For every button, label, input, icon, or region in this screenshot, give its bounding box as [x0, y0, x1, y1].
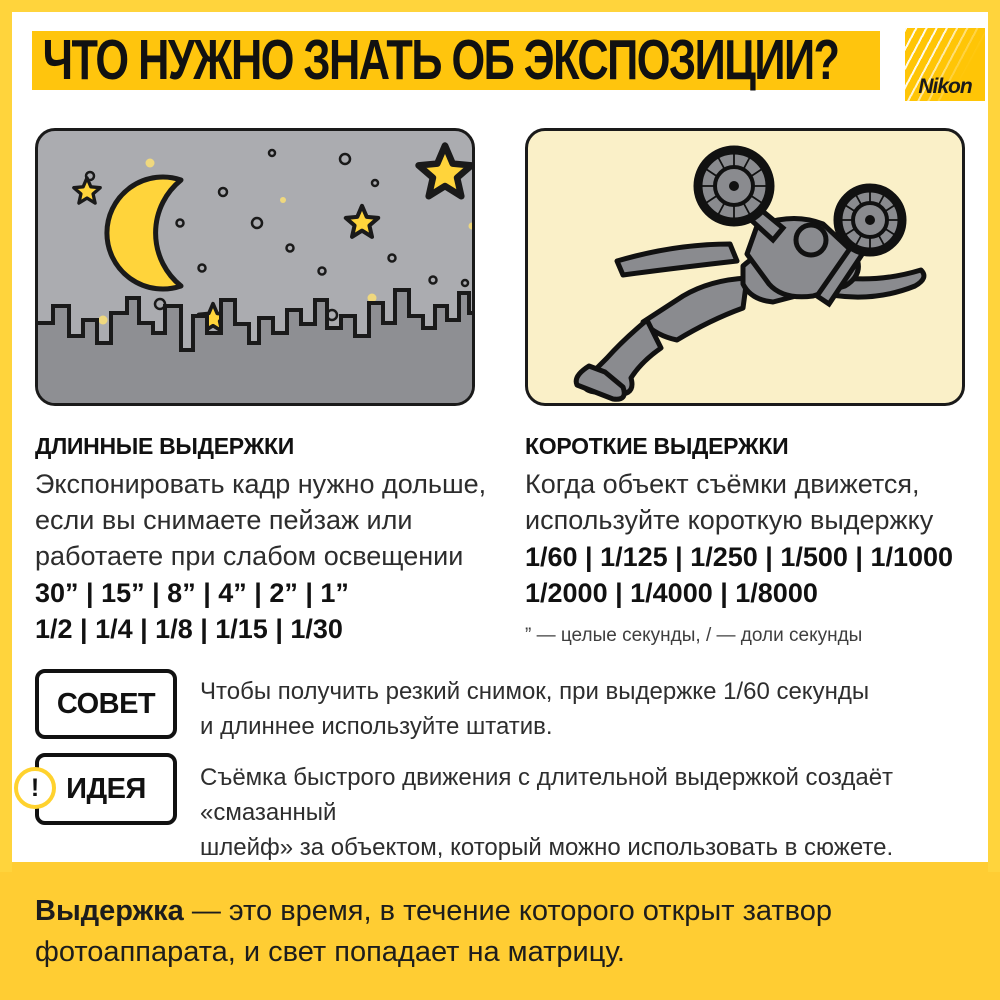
- motocross-illustration: [525, 128, 965, 406]
- city-skyline: [35, 290, 475, 406]
- definition-band: [0, 862, 1000, 1000]
- exclamation-glyph: !: [30, 773, 40, 802]
- idea-line: шлейф» за объектом, который можно использовать в сюжете.: [200, 834, 894, 861]
- definition-text: [35, 891, 832, 973]
- long-exposures-heading: ДЛИННЫЕ ВЫДЕРЖКИ: [35, 433, 294, 459]
- tip-badge: [35, 669, 177, 739]
- nikon-wordmark: Nikon: [918, 75, 972, 98]
- body-line: Экспонировать кадр нужно дольше,: [35, 469, 487, 499]
- body-line: используйте короткую выдержку: [525, 505, 934, 535]
- tip-text: [200, 674, 960, 744]
- exclamation-circle-icon: [14, 767, 56, 809]
- speeds-line: 30” | 15” | 8” | 4” | 2” | 1”: [35, 578, 349, 608]
- long-exposure-speeds: [35, 575, 490, 647]
- moon-icon: [107, 177, 181, 289]
- title-bar: [32, 28, 880, 92]
- seconds-footnote: ” — целые секунды, / — доли секунды: [525, 625, 863, 646]
- body-line: Когда объект съёмки движется,: [525, 469, 920, 499]
- definition-term: Выдержка: [35, 895, 184, 927]
- short-exposure-illustration: [525, 128, 965, 406]
- body-line: если вы снимаете пейзаж или: [35, 505, 413, 535]
- tip-label: СОВЕТ: [56, 687, 156, 720]
- tip-line: Чтобы получить резкий снимок, при выдержке 1/60 секунды: [200, 678, 870, 705]
- page-title: ЧТО НУЖНО ЗНАТЬ ОБ ЭКСПОЗИЦИИ?: [42, 28, 839, 92]
- short-exposure-speeds: [525, 539, 980, 611]
- idea-line: Съёмка быстрого движения с длительной выдержкой создаёт «смазанный: [200, 764, 894, 826]
- body-line: работаете при слабом освещении: [35, 541, 464, 571]
- night-city-illustration: [35, 128, 475, 406]
- idea-badge: [35, 753, 177, 825]
- motocross-rider-and-bike: [576, 150, 924, 399]
- short-exposures-body: [525, 466, 980, 538]
- idea-label: ИДЕЯ: [66, 772, 146, 805]
- long-exposures-body: [35, 466, 490, 574]
- long-exposure-illustration: [35, 128, 475, 406]
- short-exposures-heading: КОРОТКИЕ ВЫДЕРЖКИ: [525, 433, 789, 459]
- definition-line1-rest: — это время, в течение которого открыт затвор: [183, 895, 832, 927]
- long-exposures-section: [35, 433, 490, 647]
- definition-line: [35, 891, 832, 932]
- short-exposures-section: [525, 433, 980, 647]
- idea-text: [200, 760, 960, 865]
- speeds-line: 1/2000 | 1/4000 | 1/8000: [525, 578, 818, 608]
- speeds-line: 1/60 | 1/125 | 1/250 | 1/500 | 1/1000: [525, 542, 954, 572]
- speeds-line: 1/2 | 1/4 | 1/8 | 1/15 | 1/30: [35, 614, 343, 644]
- tip-line: и длиннее используйте штатив.: [200, 713, 553, 740]
- nikon-logo: [905, 28, 985, 101]
- definition-line: фотоаппарата, и свет попадает на матрицу.: [35, 936, 625, 968]
